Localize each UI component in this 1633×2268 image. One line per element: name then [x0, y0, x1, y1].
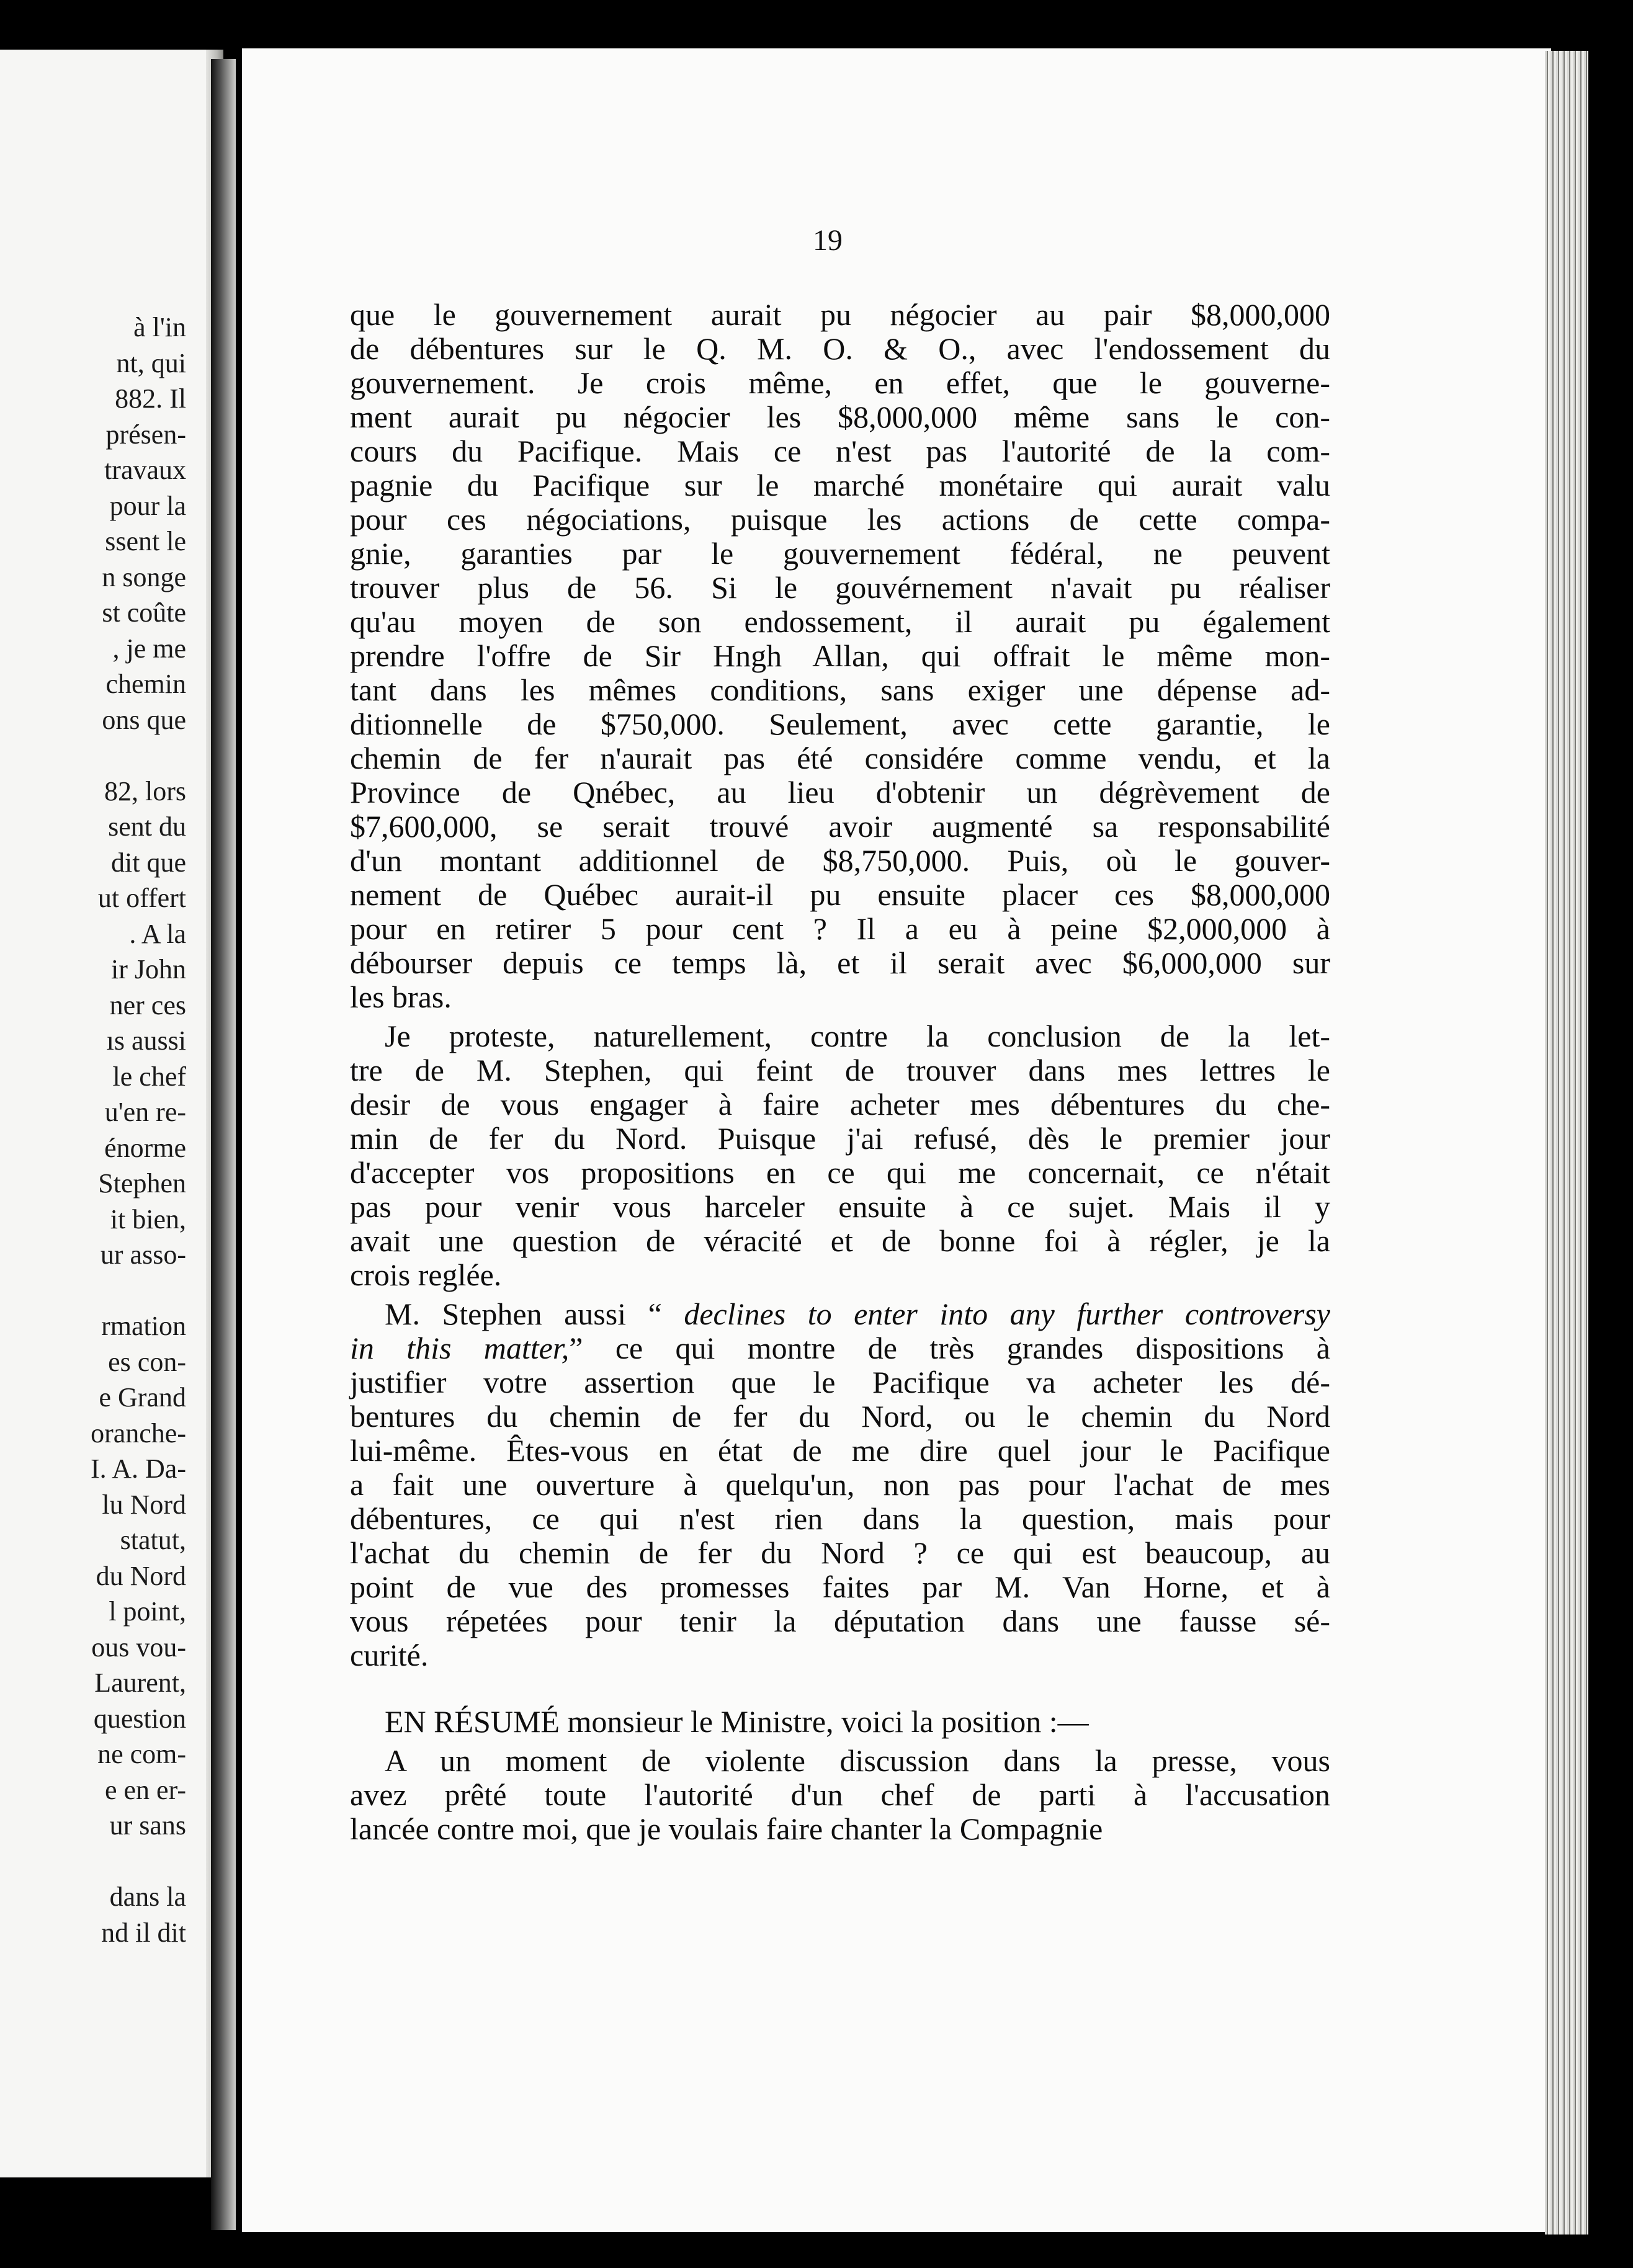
paragraph	[350, 1297, 1330, 1672]
text-line: pagnie du Pacifique sur le marché monétaire qui aurait valu	[350, 468, 1330, 502]
text-line: avait une question de véracité et de bonne foi à régler, je la	[350, 1223, 1330, 1258]
text-line: $7,600,000, se serait trouvé avoir augmenté sa responsabilité	[350, 809, 1330, 844]
text-line	[350, 1604, 1330, 1638]
previous-page-line: pour la	[109, 490, 186, 521]
text-line: pour ces négociations, puisque les actions de cette compa-	[350, 502, 1330, 537]
italic-quote: declines to enter into any further controversy	[684, 1297, 1330, 1331]
italic-quote: in this matter,	[350, 1331, 570, 1365]
text-line: d'accepter vos propositions en ce qui me concernait, ce n'était	[350, 1155, 1330, 1190]
previous-page-line: nt, qui	[116, 347, 186, 378]
text-line: trouver plus de 56. Si le gouvérnement n'avait pu réaliser	[350, 570, 1330, 605]
text-line	[350, 1638, 1330, 1672]
previous-page-line: oranche-	[91, 1418, 186, 1449]
text-line: prendre l'offre de Sir Hngh Allan, qui offrait le même mon-	[350, 638, 1330, 673]
text-line: de débentures sur le Q. M. O. & O., avec l'endossement du	[350, 331, 1330, 366]
previous-page-line: statut,	[120, 1525, 186, 1555]
previous-page-line: présen-	[105, 419, 186, 450]
text-line	[350, 1331, 1330, 1365]
previous-page-line: ous vou-	[91, 1632, 186, 1663]
previous-page-line: it bien,	[110, 1203, 186, 1234]
text-line: A un moment de violente discussion dans la presse, vous	[385, 1743, 1330, 1778]
text-line: ment aurait pu négocier les $8,000,000 même sans le con-	[350, 400, 1330, 434]
previous-page-line: ne com-	[97, 1739, 186, 1769]
previous-page-line: 882. Il	[115, 383, 186, 414]
text-line: que le gouvernement aurait pu négocier au pair $8,000,000	[350, 297, 1330, 332]
text-line	[350, 1536, 1330, 1570]
previous-page-line: u'en re-	[104, 1097, 186, 1127]
previous-page-line: ut offert	[97, 883, 186, 913]
previous-page-line: e en er-	[104, 1774, 186, 1805]
previous-page-line: I. A. Da-	[91, 1453, 186, 1484]
previous-page-line: e Grand	[99, 1382, 186, 1413]
text-line: crois reglée.	[350, 1257, 502, 1292]
text-run: a fait une ouverture à quelqu'un, non pas pour l'achat de mes	[350, 1467, 1330, 1502]
text-line: cours du Pacifique. Mais ce n'est pas l'autorité de la com-	[350, 434, 1330, 468]
previous-page-line: rmation	[101, 1311, 186, 1341]
text-run: ” ce qui montre de très grandes dispositions à	[569, 1331, 1331, 1365]
previous-page-line: sent du	[108, 811, 186, 842]
previous-page-line: à l'in	[133, 312, 186, 342]
previous-page-line: ıs aussi	[106, 1025, 186, 1056]
previous-page-line: Stephen	[98, 1168, 186, 1199]
previous-page-line: l point,	[109, 1596, 186, 1627]
text-line	[350, 1468, 1330, 1502]
previous-page-line: nd il dit	[101, 1917, 186, 1948]
previous-page-line: ner ces	[109, 989, 186, 1020]
text-run: débentures, ce qui n'est rien dans la question, mais pour	[350, 1501, 1330, 1536]
previous-page-line: es con-	[108, 1346, 186, 1377]
text-run: bentures du chemin de fer du Nord, ou le chemin du Nord	[350, 1399, 1330, 1434]
previous-page-line: ir John	[111, 954, 186, 984]
previous-page-line: du Nord	[96, 1560, 186, 1591]
text-line: débourser depuis ce temps là, et il serait avec $6,000,000 sur	[350, 945, 1330, 980]
text-line: pas pour venir vous harceler ensuite à ce sujet. Mais il y	[350, 1189, 1330, 1224]
previous-page-line: lu Nord	[102, 1489, 186, 1520]
previous-page-line: , je me	[112, 633, 186, 664]
previous-page-line: 82, lors	[104, 775, 186, 806]
page-number: 19	[813, 224, 843, 257]
previous-page-line: st coûte	[102, 597, 186, 628]
text-line: tant dans les mêmes conditions, sans exiger une dépense ad-	[350, 672, 1330, 707]
text-run: M. Stephen aussi “	[385, 1297, 684, 1331]
previous-page-line: Laurent,	[94, 1668, 186, 1698]
text-line: gouvernement. Je crois même, en effet, que le gouverne-	[350, 365, 1330, 400]
paragraph	[350, 1705, 1330, 1739]
text-line	[350, 1365, 1330, 1400]
text-line: EN RÉSUMÉ monsieur le Ministre, voici la position :—	[385, 1704, 1089, 1739]
text-run: point de vue des promesses faites par M. Van Horne, et à	[350, 1569, 1330, 1604]
text-line: ditionnelle de $750,000. Seulement, avec cette garantie, le	[350, 707, 1330, 741]
previous-page-line: ur asso-	[100, 1239, 186, 1270]
previous-page-line: le chef	[112, 1061, 186, 1092]
text-line: pour en retirer 5 pour cent ? Il a eu à peine $2,000,000 à	[350, 911, 1330, 946]
previous-page-fragment	[0, 50, 223, 2177]
page-stack-edge	[1545, 51, 1588, 2235]
text-line: tre de M. Stephen, qui feint de trouver dans mes lettres le	[350, 1053, 1330, 1087]
text-line: min de fer du Nord. Puisque j'ai refusé, dès le premier jour	[350, 1121, 1330, 1156]
text-run: justifier votre assertion que le Pacifique va acheter les dé-	[350, 1365, 1330, 1400]
paragraph	[350, 298, 1330, 1014]
page-body-text	[350, 298, 1330, 1846]
paragraph	[350, 1019, 1330, 1292]
text-line: qu'au moyen de son endossement, il aurait pu également	[350, 604, 1330, 639]
text-line: Province de Qnébec, au lieu d'obtenir un dégrèvement de	[350, 775, 1330, 810]
previous-page-line: ur sans	[109, 1810, 186, 1841]
previous-page-line: ssent le	[105, 526, 186, 556]
previous-page-line: n songe	[102, 561, 186, 592]
binding-shadow	[211, 59, 236, 2230]
text-line: chemin de fer n'aurait pas été considére comme vendu, et la	[350, 741, 1330, 775]
previous-page-line: question	[93, 1703, 186, 1734]
previous-page-line: énorme	[104, 1132, 186, 1163]
paragraph	[350, 1744, 1330, 1846]
previous-page-line: dit que	[111, 847, 186, 878]
text-line: nement de Québec aurait-il pu ensuite placer ces $8,000,000	[350, 877, 1330, 912]
text-run: l'achat du chemin de fer du Nord ? ce qui est beaucoup, au	[350, 1535, 1330, 1570]
previous-page-line: dans la	[109, 1882, 186, 1912]
text-line	[350, 1570, 1330, 1604]
text-line: avez prêté toute l'autorité d'un chef de parti à l'accusation	[350, 1777, 1330, 1812]
text-line: les bras.	[350, 980, 452, 1014]
previous-page-line: chemin	[105, 669, 186, 699]
text-line	[350, 1502, 1330, 1536]
text-line	[350, 1400, 1330, 1434]
text-line	[350, 1297, 1330, 1331]
text-run: vous répetées pour tenir la députation dans une fausse sé-	[350, 1604, 1330, 1638]
previous-page-line: . A la	[129, 918, 186, 949]
text-run: lui-même. Êtes-vous en état de me dire quel jour le Pacifique	[350, 1433, 1330, 1468]
text-run: curité.	[350, 1638, 429, 1672]
text-line: d'un montant additionnel de $8,750,000. Puis, où le gouver-	[350, 843, 1330, 878]
previous-page-line: travaux	[104, 455, 186, 485]
text-line: desir de vous engager à faire acheter mes débentures du che-	[350, 1087, 1330, 1122]
text-line: lancée contre moi, que je voulais faire chanter la Compagnie	[350, 1811, 1103, 1846]
text-line: Je proteste, naturellement, contre la conclusion de la let-	[385, 1019, 1330, 1053]
previous-page-line: ons que	[102, 704, 186, 735]
text-line	[350, 1434, 1330, 1468]
text-line: gnie, garanties par le gouvernement fédéral, ne peuvent	[350, 536, 1330, 571]
